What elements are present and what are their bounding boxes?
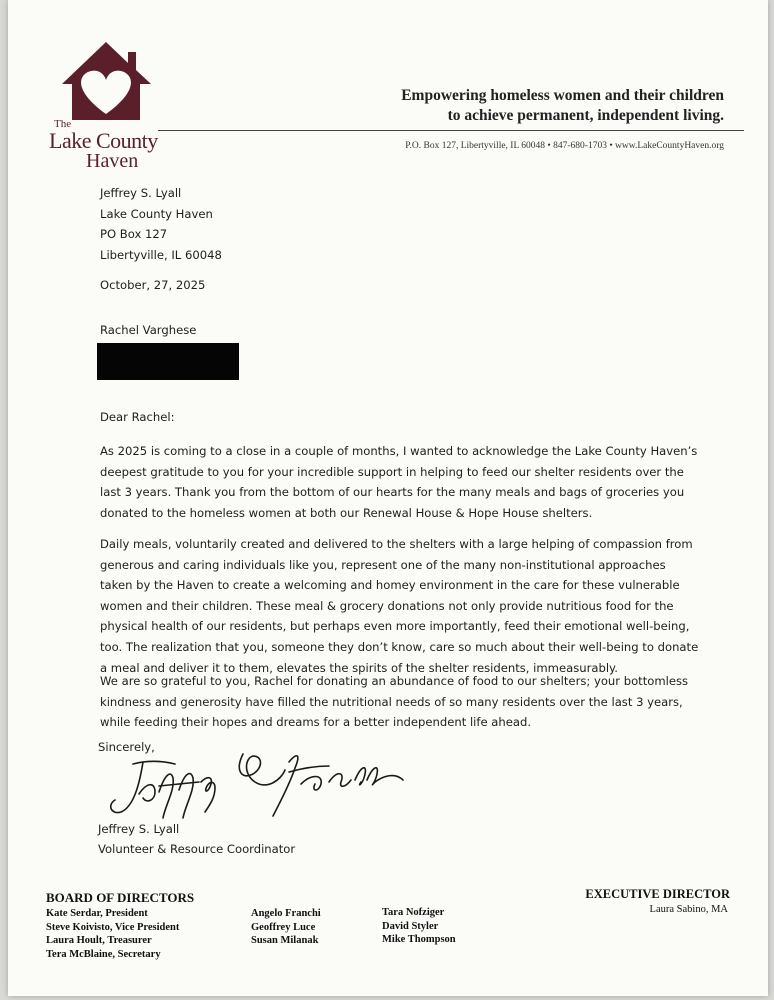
board-member: Susan Milanak bbox=[251, 935, 319, 946]
house-heart-icon bbox=[48, 40, 168, 120]
letter-page bbox=[8, 0, 768, 996]
closing-sincerely: Sincerely, bbox=[98, 740, 155, 754]
org-logo bbox=[48, 40, 168, 175]
board-column-1 bbox=[46, 907, 179, 961]
board-member: Angelo Franchi bbox=[251, 908, 321, 919]
tagline-line-1: Empowering homeless women and their children bbox=[401, 87, 724, 104]
tagline-line-2: to achieve permanent, independent living. bbox=[447, 107, 724, 124]
board-column-2 bbox=[251, 907, 321, 948]
board-member: Geoffrey Luce bbox=[251, 921, 316, 933]
board-column-3 bbox=[382, 906, 456, 947]
recipient-name: Rachel Varghese bbox=[100, 323, 197, 337]
sender-po-box: PO Box 127 bbox=[100, 227, 168, 241]
board-member: David Styler bbox=[382, 920, 439, 932]
sender-org: Lake County Haven bbox=[100, 206, 213, 221]
sender-address bbox=[100, 183, 222, 265]
executive-director-title: EXECUTIVE DIRECTOR bbox=[585, 887, 730, 901]
body-paragraph-1: As 2025 is coming to a close in a couple of months, I wanted to acknowledge the Lake County Haven’s deepest gratitude to you for your incredible support in helping to feed our shelter residents over the last 3 years. Thank you from the bottom of our hearts for the many meals and bags of groceries you donated to the homeless women at both our Renewal House & Hope House shelters. bbox=[100, 444, 698, 520]
tagline bbox=[401, 86, 724, 126]
logo-haven: Haven bbox=[86, 150, 139, 172]
body-paragraph-2: Daily meals, voluntarily created and delivered to the shelters with a large helping of compassion from generous and caring individuals like you, represent one of the many non-institutional approaches taken by the Haven to create a welcoming and homey environment in the care for these vulnerable women and their children. These meal & grocery donations not only provide nutritious food for the physical health of our residents, but perhaps even more importantly, feed their emotional well-being, too. The realization that you, someone they don’t know, care so much about their well-being to donate a meal and deliver it to them, elevates the spirits of the shelter residents, immeasurably. bbox=[100, 537, 699, 675]
body-paragraph-3: We are so grateful to you, Rachel for donating an abundance of food to our shelters; your bottomless kindness and generosity have filled the nutritional needs of so many residents over the last 3 years, while feeding their hopes and dreams for a better independent life ahead. bbox=[100, 674, 689, 730]
board-member: Tera McBlaine, Secretary bbox=[46, 948, 161, 960]
board-title: BOARD OF DIRECTORS bbox=[46, 890, 195, 905]
board-member: Laura Hoult, Treasurer bbox=[46, 935, 152, 946]
header-divider bbox=[158, 130, 744, 131]
logo-lake-county: Lake County bbox=[49, 128, 158, 153]
salutation: Dear Rachel: bbox=[100, 410, 175, 424]
letter-date: October, 27, 2025 bbox=[100, 278, 206, 292]
handwritten-signature bbox=[103, 742, 423, 830]
board-member: Tara Nofziger bbox=[382, 907, 445, 918]
redacted-address bbox=[97, 343, 239, 380]
board-member: Mike Thompson bbox=[382, 934, 456, 945]
sender-city: Libertyville, IL 60048 bbox=[100, 247, 222, 262]
closing-name: Jeffrey S. Lyall bbox=[98, 822, 180, 836]
closing-title: Volunteer & Resource Coordinator bbox=[98, 842, 296, 856]
board-member: Steve Koivisto, Vice President bbox=[46, 921, 180, 933]
executive-director-name: Laura Sabino, MA bbox=[649, 904, 728, 915]
board-member: Kate Serdar, President bbox=[46, 908, 148, 919]
sender-name: Jeffrey S. Lyall bbox=[100, 186, 182, 200]
logo-the: The bbox=[54, 118, 72, 130]
contact-line: P.O. Box 127, Libertyville, IL 60048 • 847-680-1703 • www.LakeCountyHaven.org bbox=[405, 141, 724, 151]
